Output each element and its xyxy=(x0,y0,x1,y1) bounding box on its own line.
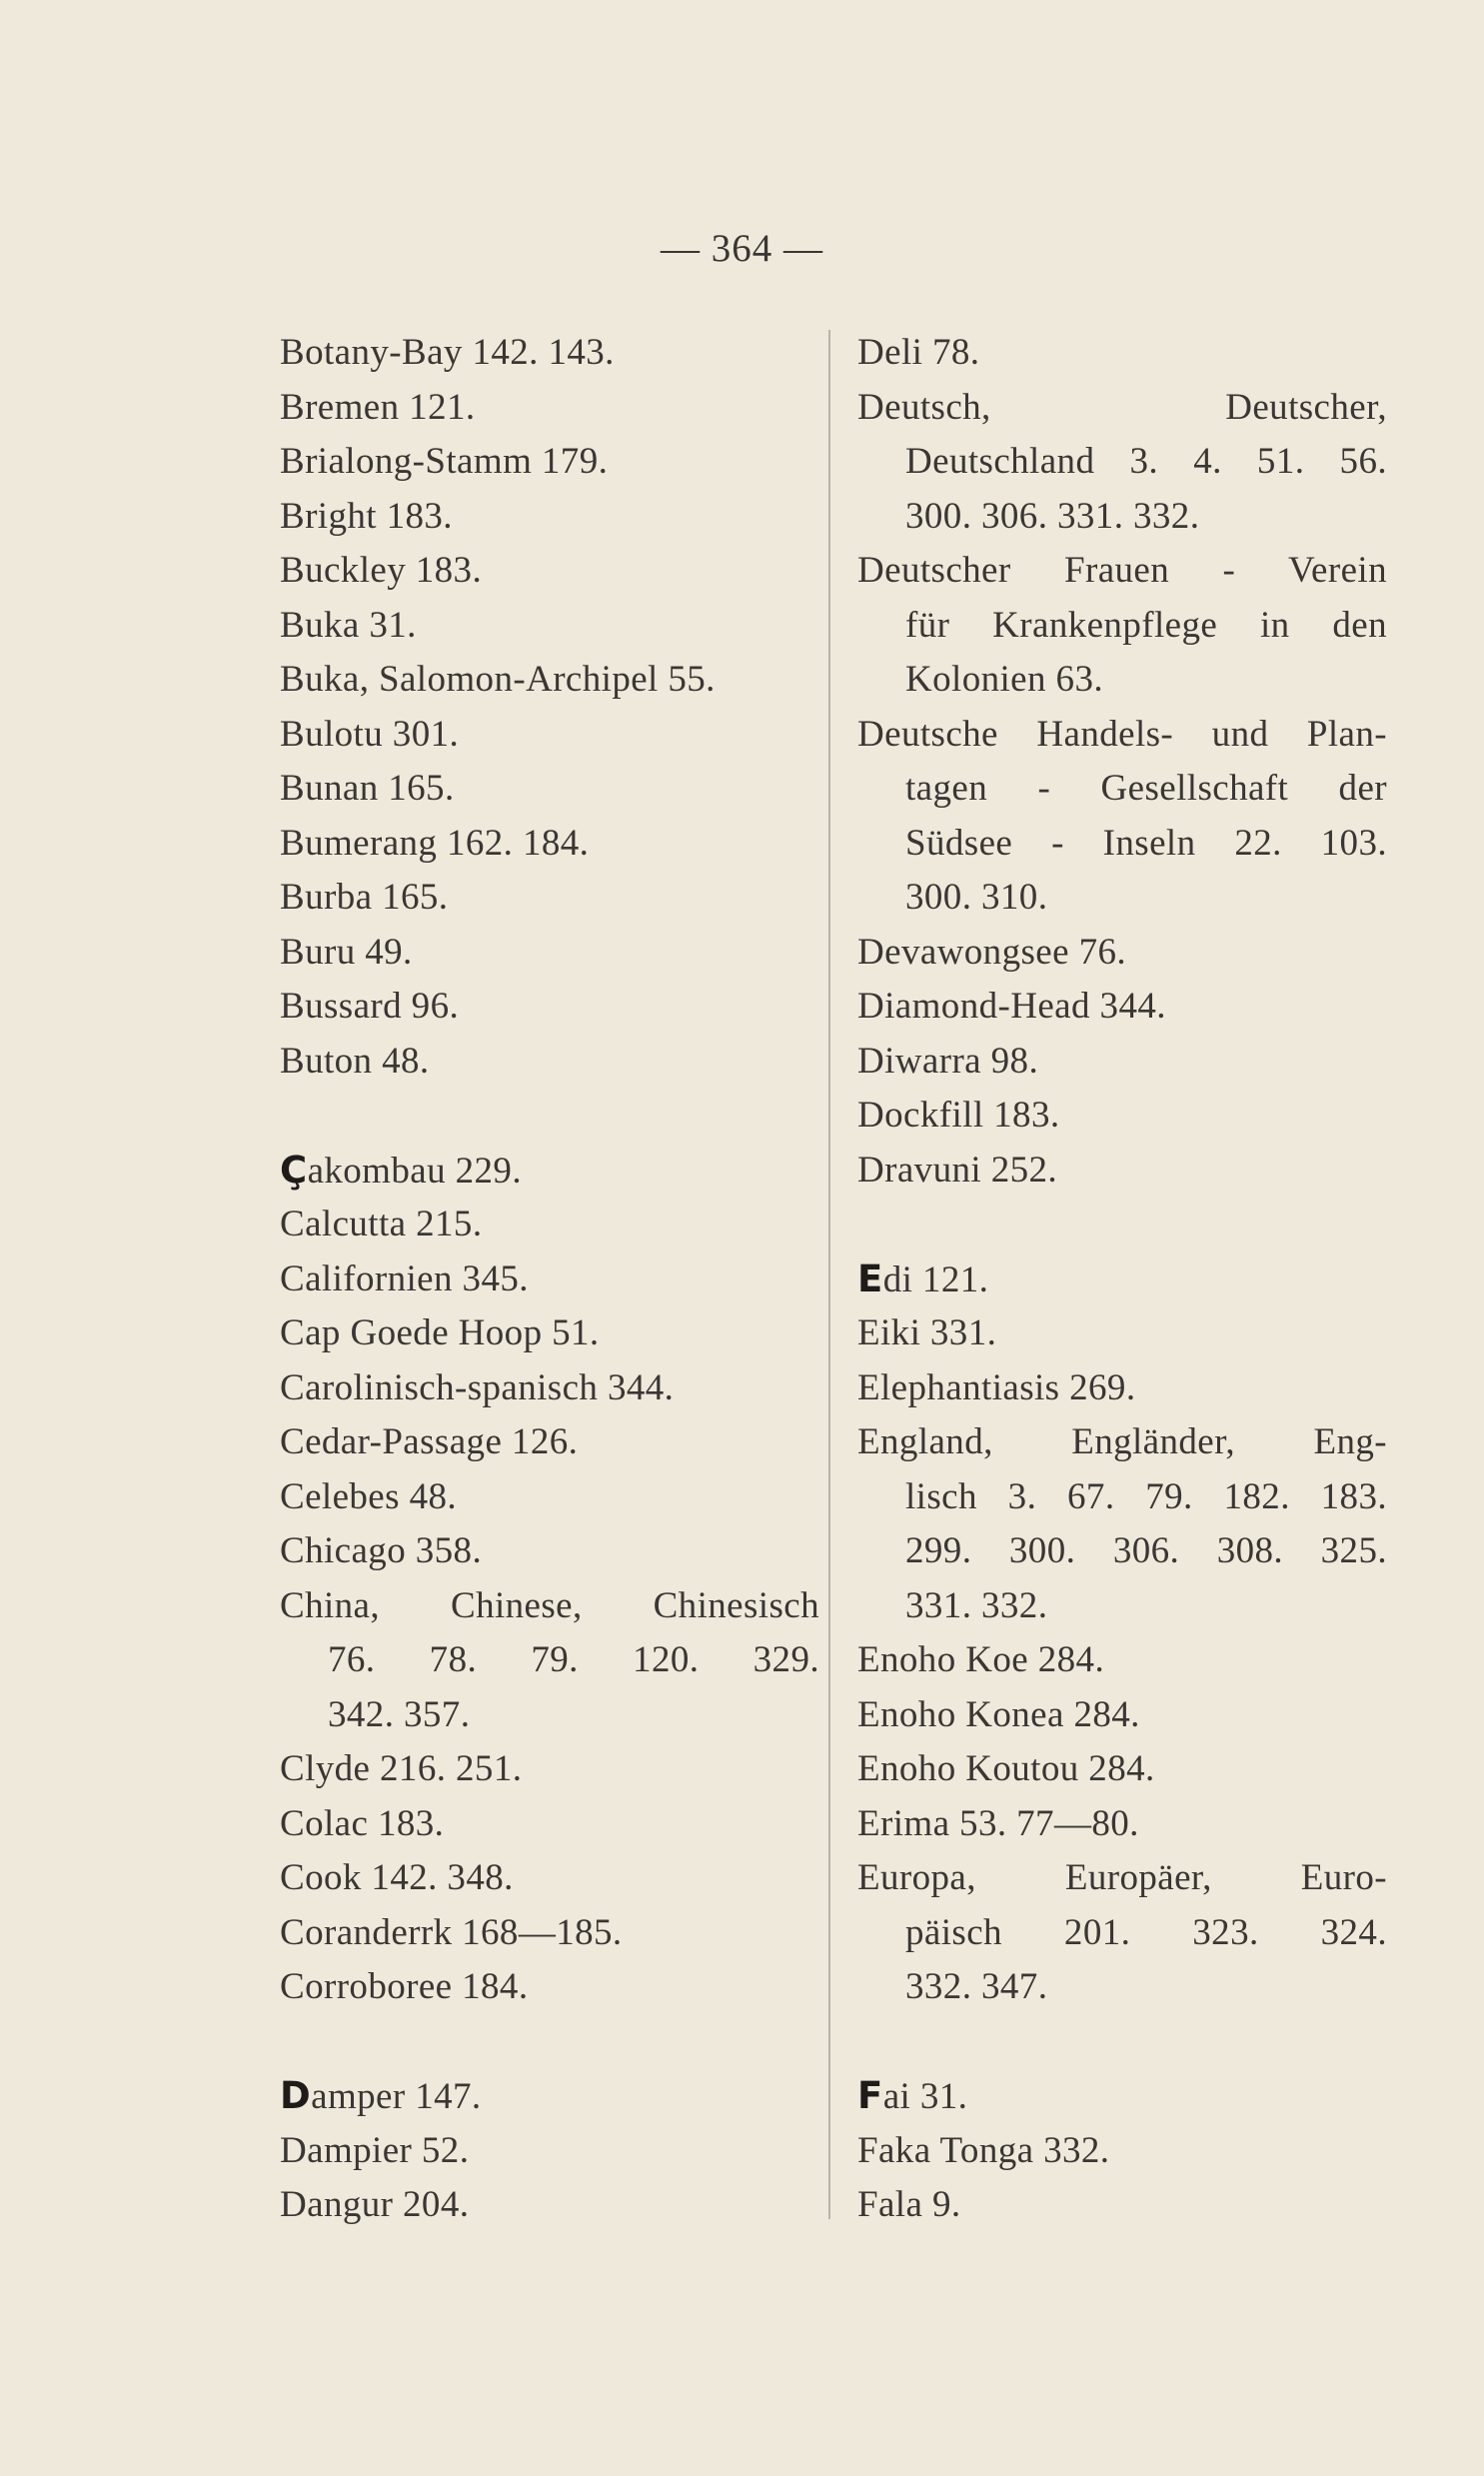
index-entry xyxy=(280,1579,819,1743)
index-entry xyxy=(857,2124,1387,2179)
index-entry-line xyxy=(280,817,819,872)
index-entry xyxy=(280,1851,819,1906)
entry-text: Europa, Europäer, Euro- xyxy=(857,1857,1387,1898)
entry-text: akombau 229. xyxy=(307,1150,522,1192)
column-divider xyxy=(828,330,830,2219)
index-entry-line xyxy=(857,1252,1387,1307)
index-entry xyxy=(857,708,1387,926)
entry-text: Bremen 121. xyxy=(280,386,476,428)
entry-text: Enoho Konea 284. xyxy=(857,1693,1140,1735)
entry-text: Cap Goede Hoop 51. xyxy=(280,1312,600,1353)
entry-text: Deutsche Handels- und Plan- xyxy=(857,713,1387,755)
index-entry-line xyxy=(857,1089,1387,1144)
entry-text: Clyde 216. 251. xyxy=(280,1748,523,1789)
index-entry-line xyxy=(280,2124,819,2179)
index-entry xyxy=(280,2069,819,2124)
entry-text: Dampier 52. xyxy=(280,2129,470,2171)
entry-text: Cedar-Passage 126. xyxy=(280,1421,579,1462)
index-entry-continuation xyxy=(857,871,1387,926)
index-entry-line xyxy=(857,926,1387,981)
index-entry-line xyxy=(857,1361,1387,1416)
section-gap xyxy=(857,1198,1387,1252)
index-entry-continuation xyxy=(280,1633,819,1688)
index-entry xyxy=(857,1797,1387,1852)
entry-text: Dangur 204. xyxy=(280,2184,470,2225)
index-entry-line xyxy=(280,1579,819,1634)
entry-text: 332. 347. xyxy=(905,1966,1048,2007)
index-entry-continuation xyxy=(857,762,1387,817)
entry-text: Brialong-Stamm 179. xyxy=(280,441,609,482)
index-entry-line xyxy=(280,1797,819,1852)
entry-text: Colac 183. xyxy=(280,1802,445,1844)
index-entry xyxy=(857,980,1387,1035)
index-entry xyxy=(857,2069,1387,2124)
index-entry xyxy=(280,762,819,817)
page-number: — 364 — xyxy=(661,227,823,270)
entry-text: Bulotu 301. xyxy=(280,713,460,755)
entry-text: Enoho Koe 284. xyxy=(857,1639,1105,1680)
entry-text: Devawongsee 76. xyxy=(857,931,1127,973)
entry-text: Südsee - Inseln 22. 103. xyxy=(905,822,1387,864)
index-entry-line xyxy=(857,2069,1387,2124)
entry-text: 299. 300. 306. 308. 325. xyxy=(905,1530,1387,1571)
entry-text: Chicago 358. xyxy=(280,1530,483,1571)
index-entry-line xyxy=(857,2124,1387,2179)
entry-text: 76. 78. 79. 120. 329. xyxy=(328,1639,819,1680)
entry-text: Enoho Koutou 284. xyxy=(857,1748,1155,1789)
entry-text: Calcutta 215. xyxy=(280,1204,483,1244)
entry-text: Deutsch, Deutscher, xyxy=(857,386,1387,428)
index-entry xyxy=(857,544,1387,708)
section-initial: E xyxy=(857,1256,883,1300)
index-entry-line xyxy=(857,1035,1387,1090)
index-column-right xyxy=(857,326,1387,2233)
index-entry-line xyxy=(857,1688,1387,1743)
entry-text: Dockfill 183. xyxy=(857,1095,1060,1136)
entry-text: Bussard 96. xyxy=(280,986,460,1027)
index-entry-line xyxy=(857,2178,1387,2233)
index-entry xyxy=(857,1306,1387,1361)
index-entry-line xyxy=(857,1306,1387,1361)
entry-text: päisch 201. 323. 324. xyxy=(905,1911,1387,1953)
index-entry-line xyxy=(280,1252,819,1307)
index-entry-line xyxy=(857,381,1387,436)
entry-text: Bright 183. xyxy=(280,495,453,537)
entry-text: Californien 345. xyxy=(280,1257,529,1299)
entry-text: Faka Tonga 332. xyxy=(857,2129,1110,2171)
index-entry-line xyxy=(280,544,819,599)
entry-text: Diamond-Head 344. xyxy=(857,986,1166,1027)
index-entry-line xyxy=(280,2178,819,2233)
index-entry xyxy=(280,1361,819,1416)
index-entry xyxy=(280,2124,819,2179)
entry-text: 331. 332. xyxy=(905,1584,1048,1626)
index-entry-line xyxy=(857,326,1387,381)
index-entry-line xyxy=(280,1742,819,1797)
index-entry-continuation xyxy=(857,1579,1387,1634)
index-entry xyxy=(857,1089,1387,1144)
index-entry xyxy=(280,1797,819,1852)
index-entry-line xyxy=(280,1144,819,1199)
entry-text: ai 31. xyxy=(882,2076,968,2117)
index-entry-continuation xyxy=(857,435,1387,490)
index-entry-line xyxy=(857,708,1387,763)
entry-text: Bunan 165. xyxy=(280,768,455,809)
entry-text: Fala 9. xyxy=(857,2184,961,2225)
entry-text: China, Chinese, Chinesisch xyxy=(280,1584,819,1626)
index-entry xyxy=(280,1906,819,1961)
entry-text: Botany-Bay 142. 143. xyxy=(280,332,615,373)
entry-text: 300. 310. xyxy=(905,877,1048,918)
index-entry xyxy=(280,871,819,926)
entry-text: England, Engländer, Eng- xyxy=(857,1421,1387,1462)
index-entry xyxy=(857,926,1387,981)
index-entry-line xyxy=(857,544,1387,599)
index-entry-line xyxy=(280,2069,819,2124)
index-entry xyxy=(280,817,819,872)
entry-text: Buru 49. xyxy=(280,931,413,973)
entry-text: Deli 78. xyxy=(857,332,980,373)
index-entry-line xyxy=(857,1633,1387,1688)
entry-text: lisch 3. 67. 79. 182. 183. xyxy=(905,1475,1387,1517)
index-entry xyxy=(280,1415,819,1470)
index-entry-continuation xyxy=(857,1470,1387,1525)
index-entry xyxy=(280,1960,819,2015)
index-entry-line xyxy=(280,1851,819,1906)
index-entry xyxy=(857,1633,1387,1688)
entry-text: Bumerang 162. 184. xyxy=(280,822,590,864)
index-entry xyxy=(280,490,819,545)
section-gap xyxy=(280,2015,819,2070)
index-entry xyxy=(280,326,819,381)
entry-text: Burba 165. xyxy=(280,877,449,918)
index-entry xyxy=(280,1470,819,1525)
index-entry xyxy=(857,1415,1387,1633)
section-initial: D xyxy=(280,2074,312,2117)
entry-text: Coranderrk 168—185. xyxy=(280,1911,623,1953)
index-entry-continuation xyxy=(857,1906,1387,1961)
index-entry-continuation xyxy=(857,1960,1387,2015)
entry-text: Corroboree 184. xyxy=(280,1966,529,2007)
entry-text: Kolonien 63. xyxy=(905,659,1104,700)
index-entry xyxy=(857,326,1387,381)
index-entry xyxy=(280,1252,819,1307)
index-entry-line xyxy=(280,326,819,381)
index-entry-line xyxy=(280,435,819,490)
entry-text: Dravuni 252. xyxy=(857,1149,1058,1191)
index-entry-line xyxy=(280,1906,819,1961)
entry-text: Erima 53. 77—80. xyxy=(857,1802,1139,1844)
index-entry-line xyxy=(280,1361,819,1416)
entry-text: 342. 357. xyxy=(328,1693,471,1735)
entry-text: Eiki 331. xyxy=(857,1312,997,1353)
index-entry-line xyxy=(857,1742,1387,1797)
index-entry xyxy=(280,544,819,599)
index-entry xyxy=(280,435,819,490)
index-entry-continuation xyxy=(280,1688,819,1743)
index-entry-line xyxy=(280,653,819,708)
entry-text: Celebes 48. xyxy=(280,1475,458,1517)
index-entry-line xyxy=(280,1306,819,1361)
index-entry-continuation xyxy=(857,653,1387,708)
index-entry xyxy=(280,599,819,654)
entry-text: Deutscher Frauen - Verein xyxy=(857,550,1387,591)
index-entry-line xyxy=(280,871,819,926)
section-initial: Ç xyxy=(280,1148,308,1192)
index-entry-line xyxy=(280,980,819,1035)
index-entry xyxy=(280,708,819,763)
entry-text: 300. 306. 331. 332. xyxy=(905,495,1200,537)
index-entry xyxy=(280,1306,819,1361)
index-entry-line xyxy=(280,1198,819,1252)
index-entry-line xyxy=(857,1851,1387,1906)
entry-text: für Krankenpflege in den xyxy=(905,604,1387,646)
index-entry-line xyxy=(280,708,819,763)
index-entry xyxy=(857,2178,1387,2233)
index-entry-line xyxy=(280,762,819,817)
index-entry xyxy=(857,1252,1387,1307)
index-entry-continuation xyxy=(857,1524,1387,1579)
index-column-left xyxy=(280,326,819,2233)
entry-text: amper 147. xyxy=(311,2076,482,2117)
index-entry-continuation xyxy=(857,817,1387,872)
entry-text: Buckley 183. xyxy=(280,550,483,591)
index-entry-continuation xyxy=(857,599,1387,654)
entry-text: Carolinisch-spanisch 344. xyxy=(280,1366,675,1408)
index-entry-line xyxy=(280,1524,819,1579)
index-entry-line xyxy=(280,926,819,981)
index-entry xyxy=(280,1035,819,1090)
index-entry-line xyxy=(280,1960,819,2015)
index-entry xyxy=(857,1688,1387,1743)
index-entry xyxy=(857,1361,1387,1416)
index-entry xyxy=(857,1851,1387,2015)
index-entry xyxy=(857,1742,1387,1797)
index-entry xyxy=(857,1144,1387,1199)
entry-text: Buka 31. xyxy=(280,604,417,646)
entry-text: Buton 48. xyxy=(280,1040,430,1082)
index-entry-continuation xyxy=(857,490,1387,545)
entry-text: Elephantiasis 269. xyxy=(857,1366,1136,1408)
index-entry xyxy=(280,2178,819,2233)
index-entry xyxy=(280,1742,819,1797)
index-entry xyxy=(280,980,819,1035)
entry-text: tagen - Gesellschaft der xyxy=(905,768,1387,809)
index-entry-line xyxy=(280,1035,819,1090)
section-gap xyxy=(280,1089,819,1144)
index-entry xyxy=(280,926,819,981)
index-entry xyxy=(857,381,1387,545)
index-entry-line xyxy=(857,1144,1387,1199)
index-entry-line xyxy=(857,980,1387,1035)
entry-text: Deutschland 3. 4. 51. 56. xyxy=(905,441,1387,482)
entry-text: Buka, Salomon-Archipel 55. xyxy=(280,659,716,700)
entry-text: di 121. xyxy=(882,1258,989,1300)
section-initial: F xyxy=(857,2074,883,2117)
index-entry-line xyxy=(280,381,819,436)
index-entry-line xyxy=(280,490,819,545)
entry-text: Cook 142. 348. xyxy=(280,1857,514,1898)
index-entry xyxy=(280,1144,819,1199)
index-entry xyxy=(857,1035,1387,1090)
index-entry-line xyxy=(280,599,819,654)
index-entry xyxy=(280,653,819,708)
section-gap xyxy=(857,2015,1387,2070)
entry-text: Diwarra 98. xyxy=(857,1040,1039,1082)
index-entry-line xyxy=(280,1415,819,1470)
index-entry-line xyxy=(857,1797,1387,1852)
index-entry xyxy=(280,1198,819,1252)
index-entry xyxy=(280,1524,819,1579)
index-entry-line xyxy=(280,1470,819,1525)
index-entry xyxy=(280,381,819,436)
index-entry-line xyxy=(857,1415,1387,1470)
